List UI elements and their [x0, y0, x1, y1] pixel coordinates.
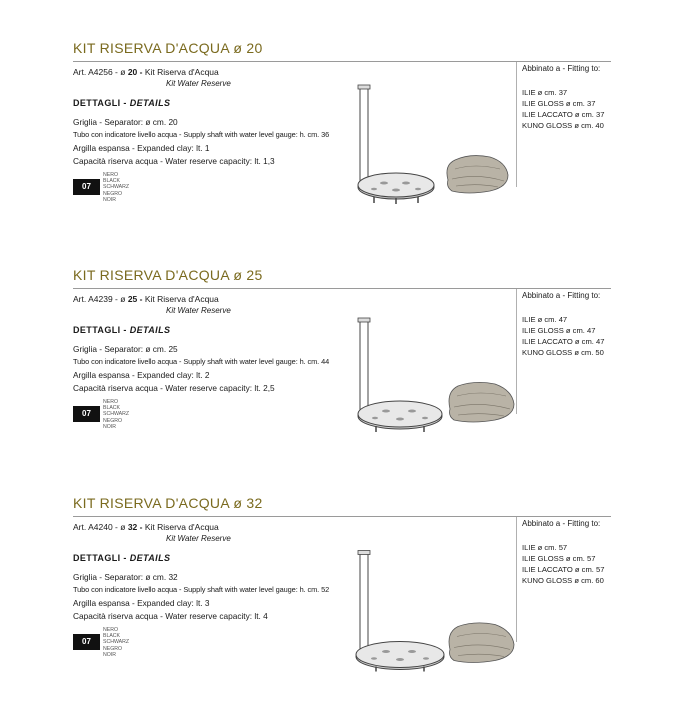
divider [73, 516, 611, 517]
divider [73, 288, 611, 289]
color-name: SCHWARZ [103, 184, 130, 191]
color-name: BLACK [103, 633, 121, 640]
supply-shaft-icon [358, 318, 370, 414]
color-names [103, 399, 129, 430]
article-name: Kit Riserva d'Acqua [144, 67, 219, 77]
article-line [73, 522, 219, 532]
fitting-item: KUNO GLOSS ø cm. 50 [522, 348, 604, 357]
fitting-header: Abbinato a - Fitting to: [522, 64, 601, 73]
spec-shaft: Tubo con indicatore livello acqua - Supply shaft with water level gauge: h. cm. 44 [73, 357, 330, 366]
color-names [103, 627, 129, 658]
section-title: KIT RISERVA D'ACQUA ø 32 [73, 495, 263, 511]
divider [73, 61, 611, 62]
spec-clay: Argilla espansa - Expanded clay: lt. 3 [73, 598, 210, 608]
article-name: Kit Riserva d'Acqua [144, 294, 219, 304]
supply-shaft-icon [358, 85, 370, 187]
separator-grid-icon [358, 401, 442, 432]
spec-shaft: Tubo con indicatore livello acqua - Supply shaft with water level gauge: h. cm. 52 [73, 585, 330, 594]
article-name-en: Kit Water Reserve [166, 306, 231, 315]
article-name-en: Kit Water Reserve [166, 534, 231, 543]
fitting-header: Abbinato a - Fitting to: [522, 519, 601, 528]
supply-shaft-icon [358, 551, 370, 655]
fitting-item: ILIE ø cm. 57 [522, 543, 568, 552]
expanded-clay-icon [449, 382, 514, 422]
color-name: NEGRO [103, 645, 123, 652]
article-size: 32 - [127, 522, 143, 532]
fitting-item: ILIE LACCATO ø cm. 57 [522, 565, 605, 574]
section-title: KIT RISERVA D'ACQUA ø 20 [73, 40, 263, 56]
spec-clay: Argilla espansa - Expanded clay: lt. 2 [73, 370, 210, 380]
details-heading [73, 98, 170, 108]
color-name: NERO [103, 399, 118, 405]
details-heading [73, 553, 170, 563]
product-section-32 [0, 495, 700, 720]
article-line [73, 67, 219, 77]
fitting-item: KUNO GLOSS ø cm. 60 [522, 576, 604, 585]
article-prefix: Art. A4256 - ø [73, 67, 126, 77]
color-swatch: 07 [73, 179, 100, 195]
color-name: NERO [103, 172, 118, 178]
spec-capacity: Capacità riserva acqua - Water reserve capacity: lt. 4 [73, 611, 268, 621]
water-reserve-kit-illustration [340, 65, 520, 205]
fitting-item: ILIE GLOSS ø cm. 57 [522, 554, 596, 563]
fitting-item: ILIE ø cm. 47 [522, 315, 568, 324]
color-name: SCHWARZ [103, 411, 130, 418]
color-name: BLACK [103, 405, 121, 412]
section-title: KIT RISERVA D'ACQUA ø 25 [73, 267, 263, 283]
color-name: NEGRO [103, 417, 123, 424]
color-swatch: 07 [73, 634, 100, 650]
color-name: NOIR [103, 651, 116, 658]
color-swatch: 07 [73, 406, 100, 422]
color-name: NOIR [103, 423, 116, 430]
fitting-item: KUNO GLOSS ø cm. 40 [522, 121, 604, 130]
color-name: NEGRO [103, 190, 123, 197]
water-reserve-kit-illustration [340, 520, 520, 685]
fitting-item: ILIE LACCATO ø cm. 47 [522, 337, 605, 346]
details-it: DETTAGLI - [73, 553, 127, 563]
product-section-20 [0, 40, 700, 265]
spec-capacity: Capacità riserva acqua - Water reserve capacity: lt. 2,5 [73, 383, 275, 393]
spec-shaft: Tubo con indicatore livello acqua - Supply shaft with water level gauge: h. cm. 36 [73, 130, 330, 139]
color-name: SCHWARZ [103, 639, 130, 646]
details-it: DETTAGLI - [73, 325, 127, 335]
spec-separator: Griglia - Separator: ø cm. 32 [73, 572, 178, 582]
separator-grid-icon [356, 642, 444, 672]
expanded-clay-icon [447, 156, 508, 193]
details-it: DETTAGLI - [73, 98, 127, 108]
color-name: NERO [103, 627, 118, 633]
spec-separator: Griglia - Separator: ø cm. 20 [73, 117, 178, 127]
expanded-clay-icon [449, 623, 514, 663]
article-name: Kit Riserva d'Acqua [144, 522, 219, 532]
spec-capacity: Capacità riserva acqua - Water reserve capacity: lt. 1,3 [73, 156, 275, 166]
fitting-header: Abbinato a - Fitting to: [522, 291, 601, 300]
color-name: NOIR [103, 196, 116, 203]
article-name-en: Kit Water Reserve [166, 79, 231, 88]
details-en: DETAILS [129, 325, 171, 335]
article-prefix: Art. A4240 - ø [73, 522, 126, 532]
fitting-item: ILIE LACCATO ø cm. 37 [522, 110, 605, 119]
article-size: 25 - [127, 294, 143, 304]
product-section-25 [0, 267, 700, 492]
fitting-item: ILIE GLOSS ø cm. 47 [522, 326, 596, 335]
water-reserve-kit-illustration [340, 292, 520, 432]
details-heading [73, 325, 170, 335]
separator-grid-icon [358, 173, 434, 204]
article-line [73, 294, 219, 304]
spec-clay: Argilla espansa - Expanded clay: lt. 1 [73, 143, 210, 153]
article-prefix: Art. A4239 - ø [73, 294, 126, 304]
color-names [103, 172, 129, 203]
fitting-item: ILIE ø cm. 37 [522, 88, 568, 97]
fitting-item: ILIE GLOSS ø cm. 37 [522, 99, 596, 108]
spec-separator: Griglia - Separator: ø cm. 25 [73, 344, 178, 354]
color-name: BLACK [103, 178, 121, 185]
article-size: 20 - [127, 67, 143, 77]
details-en: DETAILS [129, 553, 171, 563]
details-en: DETAILS [129, 98, 171, 108]
